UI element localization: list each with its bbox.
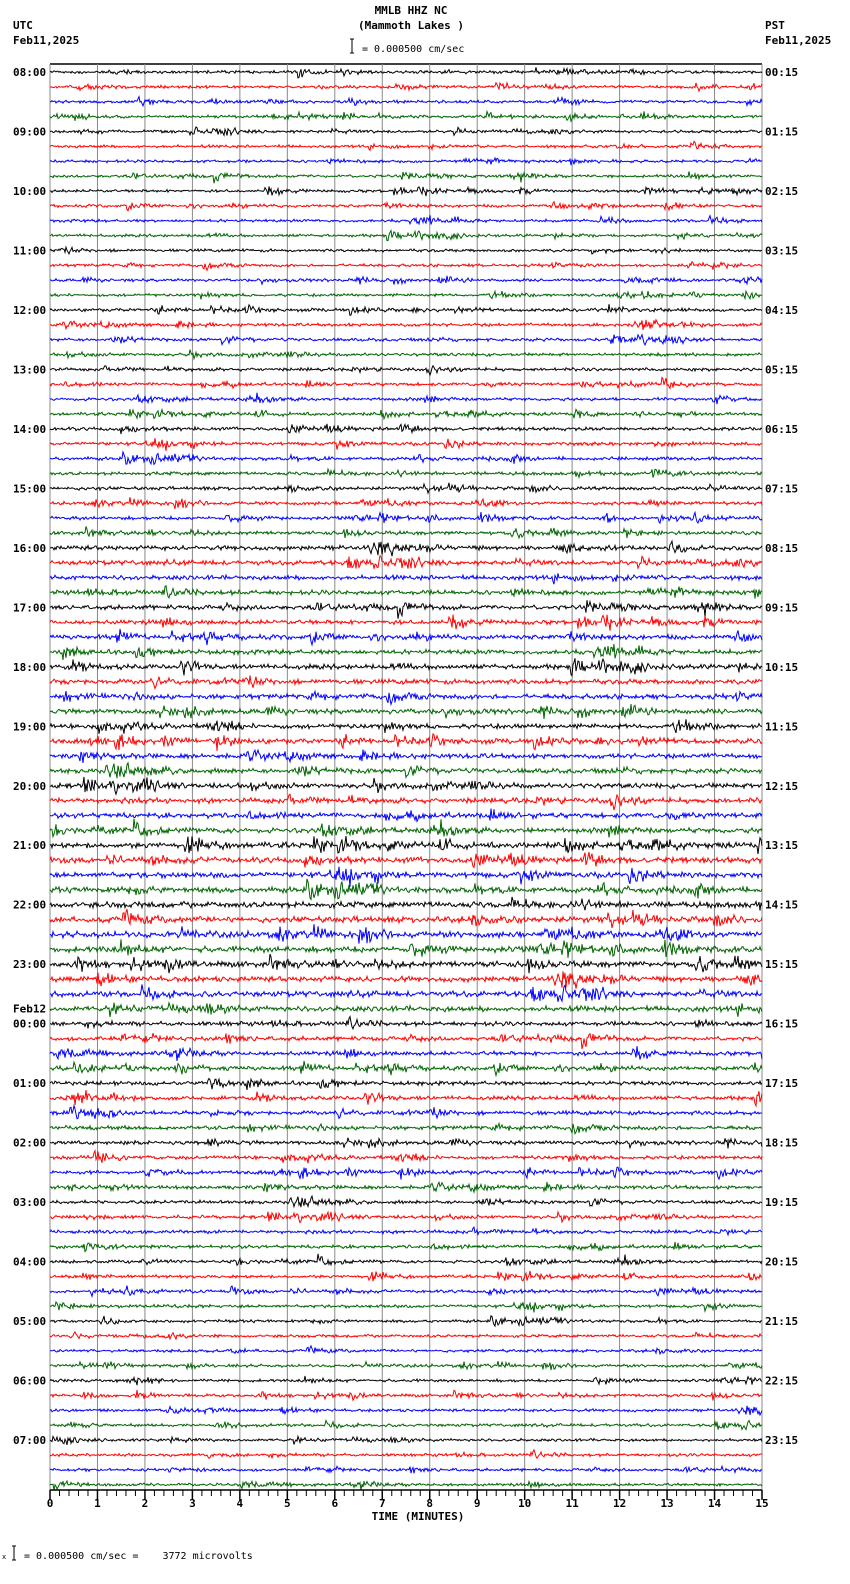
- right-hour-label: 12:15: [765, 779, 799, 793]
- right-hour-label: 13:15: [765, 839, 799, 853]
- trace-44: [50, 719, 762, 734]
- trace-58: [50, 924, 762, 943]
- right-date: Feb11,2025: [765, 34, 832, 47]
- right-hour-label: 04:15: [765, 303, 799, 317]
- left-hour-label: 16:00: [13, 541, 47, 555]
- trace-12: [50, 247, 762, 254]
- trace-28: [50, 483, 762, 493]
- trace-47: [50, 763, 762, 778]
- right-hour-label: 03:15: [765, 244, 799, 258]
- x-tick-label: 11: [565, 1497, 579, 1510]
- trace-37: [50, 615, 762, 631]
- left-hour-label: 21:00: [13, 839, 47, 853]
- right-hour-label: 08:15: [765, 541, 799, 555]
- trace-8: [50, 186, 762, 196]
- left-hour-label: 10:00: [13, 184, 47, 198]
- trace-80: [50, 1254, 762, 1266]
- x-tick-label: 10: [518, 1497, 532, 1510]
- trace-95: [50, 1481, 762, 1490]
- trace-55: [50, 879, 762, 900]
- x-axis-label: TIME (MINUTES): [371, 1510, 465, 1523]
- trace-24: [50, 424, 762, 434]
- trace-33: [50, 556, 762, 569]
- trace-22: [50, 393, 762, 405]
- left-hour-label: 14:00: [13, 422, 47, 436]
- trace-43: [50, 704, 762, 719]
- trace-75: [50, 1182, 762, 1192]
- right-hour-label: 05:15: [765, 363, 799, 377]
- trace-9: [50, 202, 762, 211]
- x-tick-label: 0: [46, 1497, 54, 1510]
- trace-69: [50, 1090, 762, 1106]
- trace-27: [50, 469, 762, 478]
- trace-35: [50, 586, 762, 599]
- station-title: MMLB HHZ NC: [374, 4, 448, 17]
- x-tick-label: 6: [331, 1497, 339, 1510]
- trace-51: [50, 819, 762, 838]
- right-hour-label: 10:15: [765, 660, 799, 674]
- trace-15: [50, 291, 762, 299]
- trace-64: [50, 1017, 762, 1029]
- trace-93: [50, 1450, 762, 1458]
- trace-70: [50, 1106, 762, 1119]
- left-hour-label: 19:00: [13, 720, 47, 734]
- left-timezone: UTC: [13, 19, 33, 32]
- right-hour-label: 21:15: [765, 1315, 799, 1329]
- trace-92: [50, 1436, 762, 1445]
- right-hour-label: 20:15: [765, 1255, 799, 1269]
- left-hour-label: 22:00: [13, 898, 47, 912]
- x-tick-label: 3: [189, 1497, 196, 1510]
- trace-13: [50, 262, 762, 271]
- trace-86: [50, 1346, 762, 1354]
- trace-6: [50, 158, 762, 165]
- right-hour-label: 16:15: [765, 1017, 799, 1031]
- right-hour-label: 23:15: [765, 1434, 799, 1448]
- x-tick-label: 7: [378, 1497, 386, 1510]
- trace-49: [50, 794, 762, 810]
- left-hour-label: 12:00: [13, 303, 47, 317]
- left-hour-label: 08:00: [13, 66, 47, 79]
- left-hour-label: 15:00: [13, 482, 47, 496]
- trace-18: [50, 335, 762, 345]
- trace-82: [50, 1286, 762, 1297]
- trace-56: [50, 897, 762, 911]
- trace-57: [50, 909, 762, 928]
- svg-text:x: x: [2, 1553, 7, 1561]
- right-hour-label: 09:15: [765, 601, 799, 615]
- right-hour-label: 06:15: [765, 422, 799, 436]
- x-axis: [47, 1490, 769, 1510]
- trace-34: [50, 573, 762, 584]
- trace-21: [50, 378, 762, 389]
- right-hour-label: 22:15: [765, 1374, 799, 1388]
- trace-77: [50, 1212, 762, 1223]
- trace-5: [50, 141, 762, 150]
- trace-42: [50, 691, 762, 704]
- trace-85: [50, 1332, 762, 1339]
- right-hour-label: 17:15: [765, 1077, 799, 1091]
- seismic-traces: [50, 67, 762, 1490]
- trace-90: [50, 1406, 762, 1415]
- trace-60: [50, 954, 762, 973]
- trace-1: [50, 83, 762, 91]
- left-date: Feb11,2025: [13, 34, 80, 47]
- trace-59: [50, 939, 762, 958]
- trace-19: [50, 350, 762, 359]
- trace-89: [50, 1390, 762, 1401]
- trace-11: [50, 231, 762, 241]
- trace-39: [50, 644, 762, 660]
- trace-83: [50, 1302, 762, 1312]
- trace-16: [50, 304, 762, 315]
- trace-94: [50, 1466, 762, 1473]
- x-tick-label: 15: [755, 1497, 769, 1510]
- trace-14: [50, 276, 762, 285]
- trace-87: [50, 1361, 762, 1370]
- x-tick-label: 13: [660, 1497, 674, 1510]
- left-hour-label: 03:00: [13, 1196, 47, 1210]
- trace-41: [50, 675, 762, 688]
- right-hour-label: 02:15: [765, 184, 799, 198]
- trace-7: [50, 172, 762, 184]
- location-title: (Mammoth Lakes ): [358, 19, 464, 32]
- x-tick-label: 1: [94, 1497, 101, 1510]
- right-hour-label: 19:15: [765, 1196, 799, 1210]
- trace-62: [50, 985, 762, 1002]
- scale-text: = 0.000500 cm/sec: [362, 44, 465, 55]
- x-tick-label: 9: [473, 1497, 481, 1510]
- trace-17: [50, 320, 762, 330]
- trace-38: [50, 629, 762, 645]
- trace-71: [50, 1123, 762, 1133]
- right-hour-label: 07:15: [765, 482, 799, 496]
- right-hour-label: 11:15: [765, 720, 799, 734]
- trace-91: [50, 1421, 762, 1430]
- trace-67: [50, 1061, 762, 1075]
- left-hour-label: 09:00: [13, 125, 47, 139]
- trace-31: [50, 526, 762, 538]
- right-hour-label: 14:15: [765, 898, 799, 912]
- trace-72: [50, 1138, 762, 1149]
- right-hour-label: 18:15: [765, 1136, 799, 1150]
- left-hour-label: 00:00: [13, 1017, 47, 1031]
- left-hour-label: 05:00: [13, 1315, 47, 1329]
- trace-73: [50, 1151, 762, 1164]
- trace-65: [50, 1033, 762, 1049]
- left-hour-label: 20:00: [13, 779, 47, 793]
- trace-0: [50, 67, 762, 78]
- left-hour-label: 18:00: [13, 660, 47, 674]
- trace-29: [50, 497, 762, 509]
- footer-scale-bar-icon: [2, 1546, 16, 1561]
- trace-30: [50, 512, 762, 523]
- trace-81: [50, 1271, 762, 1281]
- left-hour-label: 07:00: [13, 1434, 47, 1448]
- right-hour-label: 15:15: [765, 958, 799, 972]
- trace-2: [50, 97, 762, 106]
- trace-66: [50, 1046, 762, 1061]
- right-timezone: PST: [765, 19, 785, 32]
- date-change-label: Feb12: [13, 1002, 47, 1016]
- trace-25: [50, 438, 762, 451]
- trace-63: [50, 1003, 762, 1017]
- trace-88: [50, 1376, 762, 1385]
- left-hour-label: 23:00: [13, 958, 47, 972]
- trace-36: [50, 600, 762, 619]
- trace-46: [50, 750, 762, 763]
- left-hour-label: 04:00: [13, 1255, 47, 1269]
- scale-bar-icon: [350, 39, 354, 53]
- trace-84: [50, 1316, 762, 1326]
- left-hour-label: 13:00: [13, 363, 47, 377]
- right-hour-label: 01:15: [765, 125, 799, 139]
- trace-79: [50, 1242, 762, 1252]
- x-tick-label: 2: [141, 1497, 149, 1510]
- trace-74: [50, 1167, 762, 1179]
- left-hour-label: 01:00: [13, 1077, 47, 1091]
- trace-48: [50, 777, 762, 794]
- footer-scale-text: = 0.000500 cm/sec = 3772 microvolts: [24, 1551, 253, 1562]
- trace-61: [50, 971, 762, 988]
- x-tick-label: 8: [426, 1497, 434, 1510]
- trace-54: [50, 867, 762, 887]
- right-hour-label: 00:15: [765, 66, 799, 79]
- left-hour-label: 11:00: [13, 244, 47, 258]
- x-tick-label: 4: [236, 1497, 244, 1510]
- trace-3: [50, 111, 762, 121]
- trace-78: [50, 1227, 762, 1235]
- trace-68: [50, 1079, 762, 1090]
- trace-20: [50, 366, 762, 375]
- trace-50: [50, 809, 762, 822]
- trace-76: [50, 1196, 762, 1207]
- trace-23: [50, 409, 762, 419]
- left-hour-label: 06:00: [13, 1374, 47, 1388]
- x-tick-label: 5: [284, 1497, 291, 1510]
- trace-53: [50, 852, 762, 867]
- trace-10: [50, 215, 762, 224]
- trace-4: [50, 127, 762, 136]
- x-tick-label: 14: [707, 1497, 722, 1510]
- trace-45: [50, 734, 762, 751]
- trace-40: [50, 658, 762, 676]
- left-hour-label: 02:00: [13, 1136, 47, 1150]
- trace-26: [50, 452, 762, 464]
- trace-52: [50, 836, 762, 854]
- trace-32: [50, 541, 762, 556]
- x-tick-label: 12: [612, 1497, 627, 1510]
- left-hour-label: 17:00: [13, 601, 47, 615]
